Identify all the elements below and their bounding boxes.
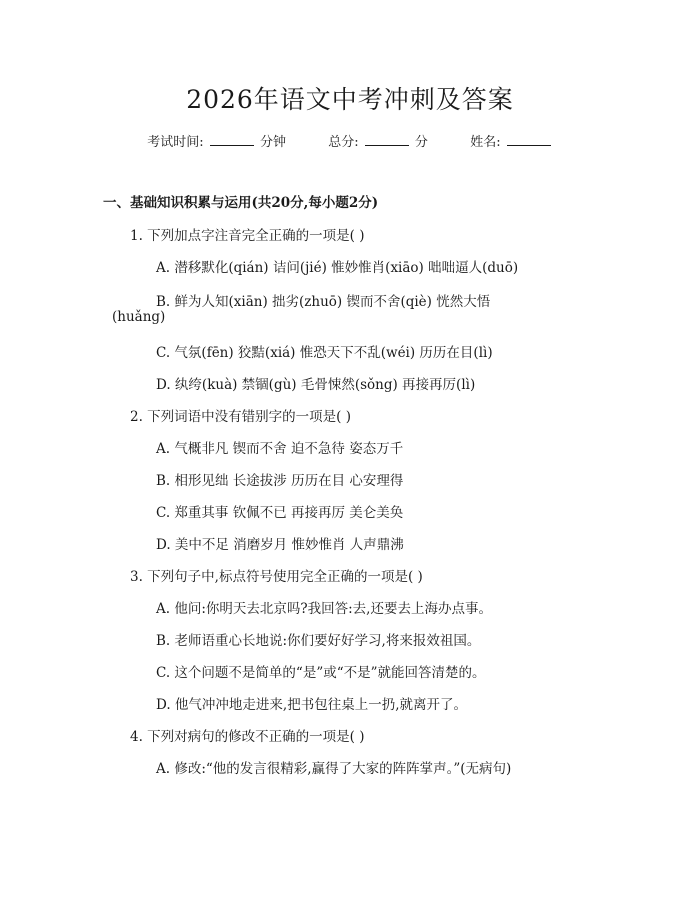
option-b: B. 相形见绌 长途拔涉 历历在目 心安理得 bbox=[156, 473, 404, 489]
exam-meta-line bbox=[0, 131, 700, 150]
question-stem: 1. 下列加点字注音完全正确的一项是( ) bbox=[130, 228, 365, 244]
option-b-continued: (huǎng) bbox=[112, 309, 166, 325]
option-a: A. 气概非凡 锲而不舍 迫不急待 姿态万千 bbox=[156, 441, 404, 457]
option-d: D. 他气冲冲地走进来,把书包往桌上一扔,就离开了。 bbox=[156, 697, 468, 713]
option-c: C. 气氛(fēn) 狡黠(xiá) 惟恐天下不乱(wéi) 历历在目(lì) bbox=[156, 345, 493, 361]
section-heading: 一、基础知识积累与运用(共20分,每小题2分) bbox=[103, 195, 379, 211]
option-a: A. 他问:你明天去北京吗?我回答:去,还要去上海办点事。 bbox=[156, 601, 492, 617]
name-blank bbox=[507, 133, 551, 146]
time-unit: 分钟 bbox=[259, 135, 286, 150]
question-stem: 4. 下列对病句的修改不正确的一项是( ) bbox=[130, 729, 365, 745]
option-d: D. 美中不足 消磨岁月 惟妙惟肖 人声鼎沸 bbox=[156, 537, 404, 553]
score-blank bbox=[365, 133, 409, 146]
option-a: A. 潜移默化(qián) 诘问(jié) 惟妙惟肖(xiāo) 咄咄逼人(duō) bbox=[156, 260, 519, 276]
question-stem: 2. 下列词语中没有错别字的一项是( ) bbox=[130, 409, 351, 425]
option-d: D. 纨绔(kuà) 禁锢(gù) 毛骨悚然(sǒng) 再接再厉(lì) bbox=[156, 377, 476, 393]
option-b: B. 老师语重心长地说:你们要好好学习,将来报效祖国。 bbox=[156, 633, 481, 649]
option-b: B. 鲜为人知(xiān) 拙劣(zhuō) 锲而不舍(qiè) 恍然大悟 bbox=[156, 294, 491, 310]
page-title: 2026年语文中考冲刺及答案 bbox=[186, 85, 514, 114]
score-unit: 分 bbox=[414, 135, 428, 150]
option-c: C. 这个问题不是简单的“是”或“不是”就能回答清楚的。 bbox=[156, 665, 486, 681]
time-label: 考试时间: bbox=[147, 135, 204, 150]
option-a: A. 修改:“他的发言很精彩,赢得了大家的阵阵掌声。”(无病句) bbox=[156, 761, 512, 777]
option-c: C. 郑重其事 钦佩不已 再接再厉 美仑美奂 bbox=[156, 505, 404, 521]
question-stem: 3. 下列句子中,标点符号使用完全正确的一项是( ) bbox=[130, 569, 423, 585]
name-label: 姓名: bbox=[470, 135, 501, 150]
time-blank bbox=[210, 133, 254, 146]
score-label: 总分: bbox=[328, 135, 359, 150]
